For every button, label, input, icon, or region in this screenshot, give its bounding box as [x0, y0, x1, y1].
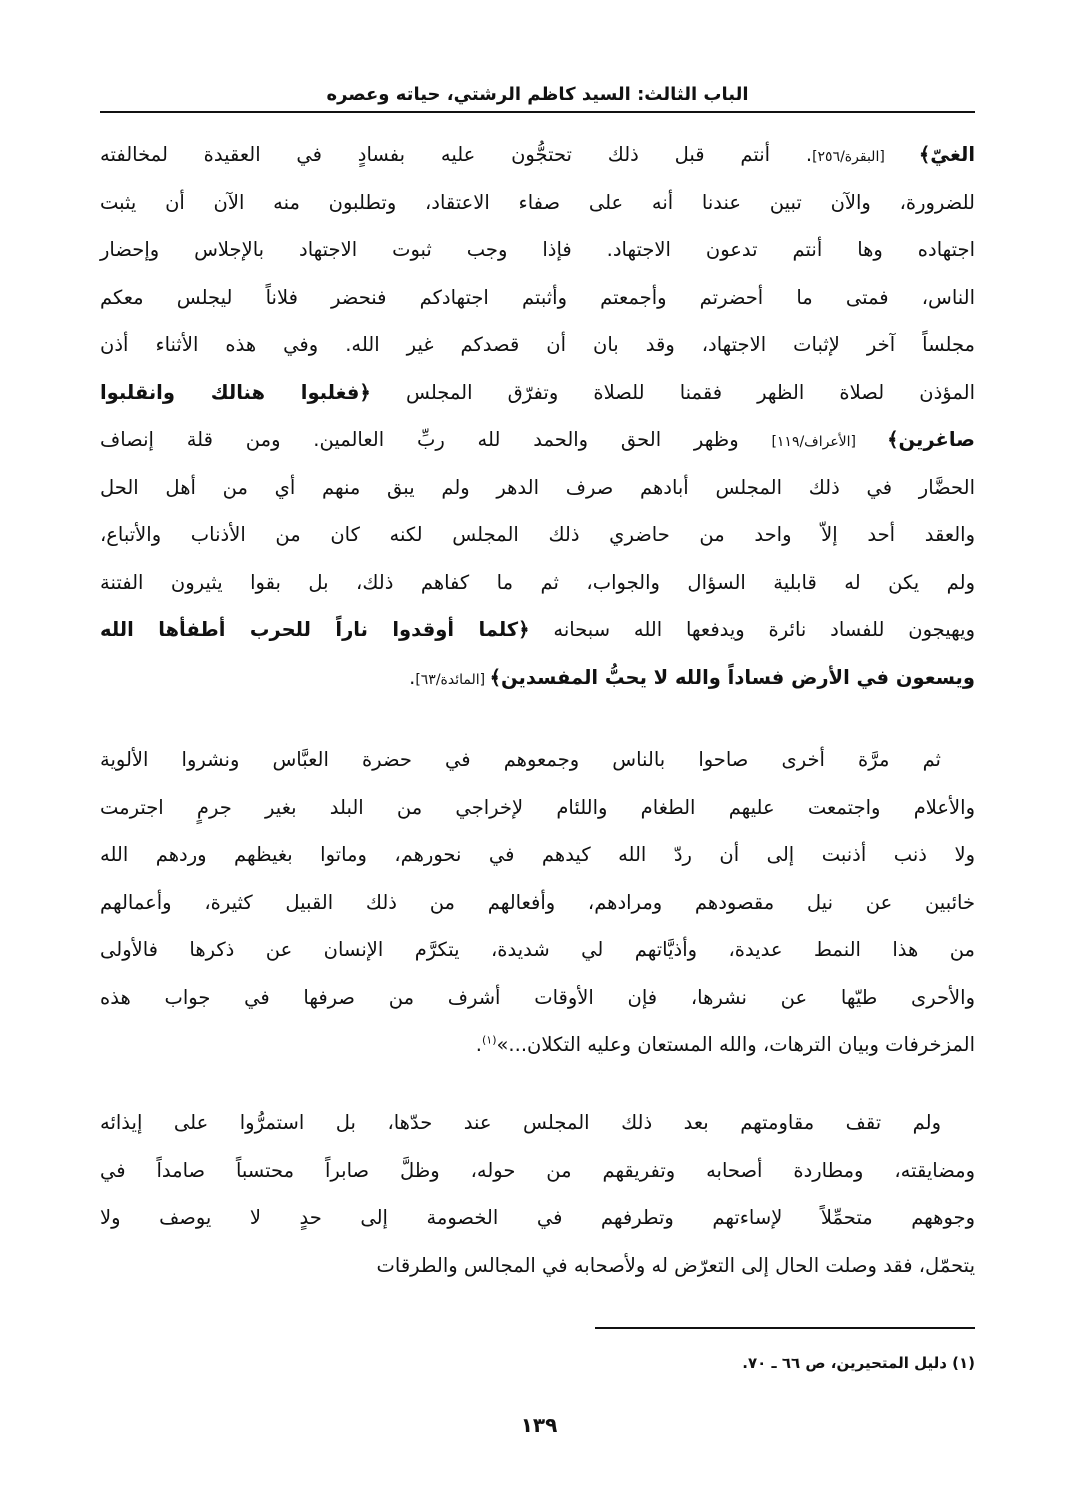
- quran-quote: صاغرين﴾: [887, 428, 975, 451]
- footnote-rule: [595, 1327, 975, 1329]
- footnote: (١) دليل المتحيرين، ص ٦٦ ـ ٧٠.: [742, 1354, 975, 1372]
- text-line: [100, 1099, 975, 1147]
- text-line: [100, 784, 975, 832]
- quran-quote: ﴿فغلبوا هنالك وانقلبوا: [100, 380, 371, 404]
- text-line: [100, 131, 975, 179]
- text-segment: والعقد أحد إلاّ واحد من حاضري ذلك المجلس لكنه كان من الأذناب والأتباع،: [100, 523, 975, 546]
- text-line: [100, 274, 975, 322]
- text-segment: ثم مرَّة أخرى صاحوا بالناس وجمعوهم في حضرة العبَّاس ونشروا الألوية: [100, 748, 941, 771]
- text-segment: .: [409, 665, 416, 689]
- quran-quote: الغيّ﴾: [918, 143, 976, 166]
- text-segment: اجتهاده وها أنتم تدعون الاجتهاد. فإذا وجب ثبوت الاجتهاد بالإجلاس وإحضار: [100, 238, 975, 261]
- verse-reference: [الأعراف/١١٩]: [771, 434, 888, 450]
- text-line: [100, 369, 975, 417]
- text-segment: ولا ذنب أذنبت إلى أن ردّ الله كيدهم في نحورهم، وماتوا بغيظهم وردهم الله: [100, 843, 975, 866]
- running-header: الباب الثالث: السيد كاظم الرشتي، حياته وعصره: [326, 84, 749, 105]
- text-line: [100, 321, 975, 369]
- text-line: [100, 879, 975, 927]
- text-segment: والأحرى طيّها عن نشرها، فإن الأوقات أشرف من صرفها في جواب هذه: [100, 985, 975, 1009]
- text-segment: ولم تقف مقاومتهم بعد ذلك المجلس عند حدّها، بل استمرُّوا على إيذائه: [100, 1111, 941, 1134]
- text-segment: الناس، فمتى ما أحضرتم وأجمعتم وأثبتم اجتهادكم فنحضر فلاناً ليجلس معكم: [100, 285, 975, 309]
- text-line: [100, 654, 975, 702]
- text-line: [100, 1021, 975, 1069]
- text-segment: والأعلام واجتمعت عليهم الطغام واللئام لإخراجي من البلد بغير جرمٍ اجترمت: [100, 795, 975, 819]
- verse-reference: [البقرة/٢٥٦]: [812, 149, 919, 165]
- text-segment: خائبين عن نيل مقصودهم ومرادهم، وأفعالهم من ذلك القبيل كثيرة، وأعمالهم: [100, 890, 975, 914]
- text-line: [100, 416, 975, 464]
- page-number: ١٣٩: [520, 1413, 558, 1437]
- text-segment: للضرورة، والآن تبين عندنا أنه على صفاء الاعتقاد، وتطلبون منه الآن أن يثبت: [100, 190, 975, 214]
- text-segment: . أنتم قبل ذلك تحتجُّون عليه بفسادٍ في العقيدة لمخالفته: [100, 143, 813, 166]
- text-line: [100, 226, 975, 274]
- text-line: [100, 559, 975, 607]
- text-segment: ومضايقته، ومطاردة أصحابه وتفريقهم من حوله، وظلَّ صابراً محتسباً صامداً في: [100, 1158, 975, 1182]
- text-line: [100, 926, 975, 974]
- text-segment: .: [475, 1033, 482, 1056]
- text-segment: مجلساً آخر لإثبات الاجتهاد، وقد بان أن قصدكم غير الله. وفي هذه الأثناء أذن: [100, 333, 975, 356]
- footnote-marker: (١): [481, 1033, 497, 1047]
- text-line: [100, 1147, 975, 1195]
- verse-reference: [المائدة/٦٣]: [415, 671, 490, 688]
- text-line: [100, 831, 975, 879]
- text-segment: يتحمّل، فقد وصلت الحال إلى التعرّض له ولأصحابه في المجالس والطرقات: [376, 1253, 975, 1277]
- paragraph-2: [100, 736, 975, 1069]
- paragraph-3: [100, 1099, 975, 1289]
- text-line: [100, 974, 975, 1022]
- text-line: [100, 1194, 975, 1242]
- text-line: [100, 179, 975, 227]
- text-segment: الحضَّار في ذلك المجلس أبادهم صرف الدهر ولم يبق منهم أي من أهل الحل: [100, 475, 975, 499]
- text-segment: ويهيجون للفساد نائرة ويدفعها الله سبحانه: [529, 618, 975, 641]
- text-line: [100, 736, 975, 784]
- text-line: [100, 511, 975, 559]
- text-line: [100, 1242, 975, 1290]
- text-segment: المؤذن لصلاة الظهر فقمنا للصلاة وتفرّق المجلس: [370, 380, 976, 404]
- text-segment: المزخرفات وبيان الترهات، والله المستعان وعليه التكلان...»: [496, 1033, 975, 1056]
- quran-quote: ﴿كلما أوقدوا ناراً للحرب أطفأها الله: [100, 618, 530, 641]
- text-line: [100, 606, 975, 654]
- text-segment: وظهر الحق والحمد لله ربِّ العالمين. ومن قلة إنصاف: [100, 428, 772, 451]
- text-segment: من هذا النمط عديدة، وأذيَّاتهم لي شديدة، يتكرَّم الإنسان عن ذكرها فالأولى: [100, 938, 975, 961]
- text-segment: وجوههم متحمِّلاً لإساءتهم وتطرفهم في الخصومة إلى حدٍ لا يوصف ولا: [100, 1206, 975, 1229]
- header-rule: [100, 111, 975, 113]
- quran-quote: ويسعون في الأرض فساداً والله لا يحبُّ المفسدين﴾: [489, 665, 975, 689]
- text-line: [100, 464, 975, 512]
- paragraph-1: [100, 131, 975, 701]
- text-segment: ولم يكن له قابلية السؤال والجواب، ثم ما كفاهم ذلك، بل بقوا يثيرون الفتنة: [100, 570, 975, 594]
